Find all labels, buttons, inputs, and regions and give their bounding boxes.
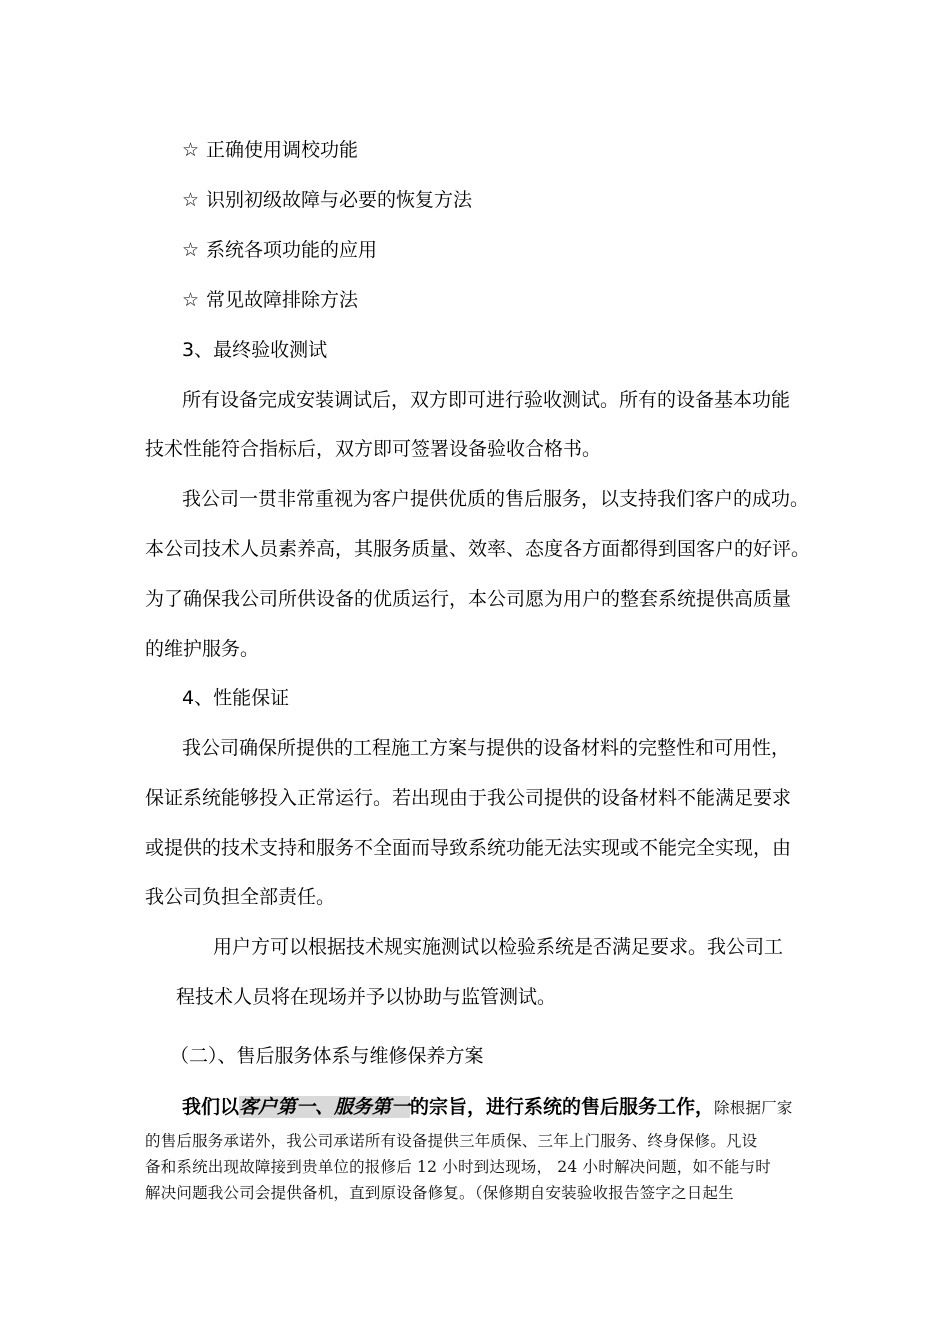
- paragraph-line: 保证系统能够投入正常运行。若出现由于我公司提供的设备材料不能满足要求: [145, 787, 792, 809]
- paragraph-line: 本公司技术人员素养高，其服务质量、效率、态度各方面都得到国客户的好评。: [145, 538, 811, 560]
- paragraph-line: 的维护服务。: [145, 638, 260, 660]
- lead-text: 的宗旨，进行系统的售后服务工作，: [410, 1096, 715, 1118]
- paragraph-line: 为了确保我公司所供设备的优质运行，本公司愿为用户的整套系统提供高质量: [145, 588, 792, 610]
- paragraph-line: 程技术人员将在现场并予以协助与监管测试。: [176, 986, 557, 1008]
- bullet-item: [182, 138, 358, 162]
- paragraph-line: 技术性能符合指标后，双方即可签署设备验收合格书。: [145, 438, 602, 460]
- bullet-text: 识别初级故障与必要的恢复方法: [206, 189, 473, 211]
- bullet-text: 正确使用调校功能: [206, 139, 359, 161]
- paragraph-line: 用户方可以根据技术规实施测试以检验系统是否满足要求。我公司工: [213, 936, 784, 958]
- bullet-item: [182, 238, 377, 262]
- lead-tail-text: 除根据厂家: [714, 1099, 793, 1117]
- paragraph-line: 解决问题我公司会提供备机，直到原设备修复。（保修期自安装验收报告签字之日起生: [145, 1184, 734, 1202]
- bullet-item: [182, 288, 358, 312]
- section-heading-3: 3、最终验收测试: [182, 339, 328, 361]
- star-bullet-icon: ☆: [182, 289, 200, 311]
- bullet-item: [182, 188, 472, 212]
- section-heading-4: 4、性能保证: [182, 687, 290, 709]
- paragraph-lead-line: [182, 1095, 793, 1119]
- highlighted-motto: 客户第一、服务第一: [239, 1096, 411, 1118]
- star-bullet-icon: ☆: [182, 139, 200, 161]
- paragraph-line: 我公司负担全部责任。: [145, 886, 336, 908]
- bullet-text: 常见故障排除方法: [206, 289, 359, 311]
- paragraph-line: 备和系统出现故障接到贵单位的报修后 12 小时到达现场， 24 小时解决问题，如不能与时: [145, 1158, 771, 1176]
- paragraph-line: 或提供的技术支持和服务不全面而导致系统功能无法实现或不能完全实现，由: [145, 837, 792, 859]
- star-bullet-icon: ☆: [182, 189, 200, 211]
- paragraph-line: 我公司确保所提供的工程施工方案与提供的设备材料的完整性和可用性，: [182, 737, 791, 759]
- paragraph-line: 的售后服务承诺外，我公司承诺所有设备提供三年质保、三年上门服务、终身保修。凡设: [145, 1132, 758, 1150]
- bullet-text: 系统各项功能的应用: [206, 239, 378, 261]
- paragraph-line: 所有设备完成安装调试后，双方即可进行验收测试。所有的设备基本功能: [182, 389, 791, 411]
- section-heading-2: （二）、售后服务体系与维修保养方案: [170, 1045, 484, 1067]
- lead-text: 我们以: [182, 1096, 240, 1118]
- star-bullet-icon: ☆: [182, 239, 200, 261]
- paragraph-line: 我公司一贯非常重视为客户提供优质的售后服务，以支持我们客户的成功。: [182, 488, 810, 510]
